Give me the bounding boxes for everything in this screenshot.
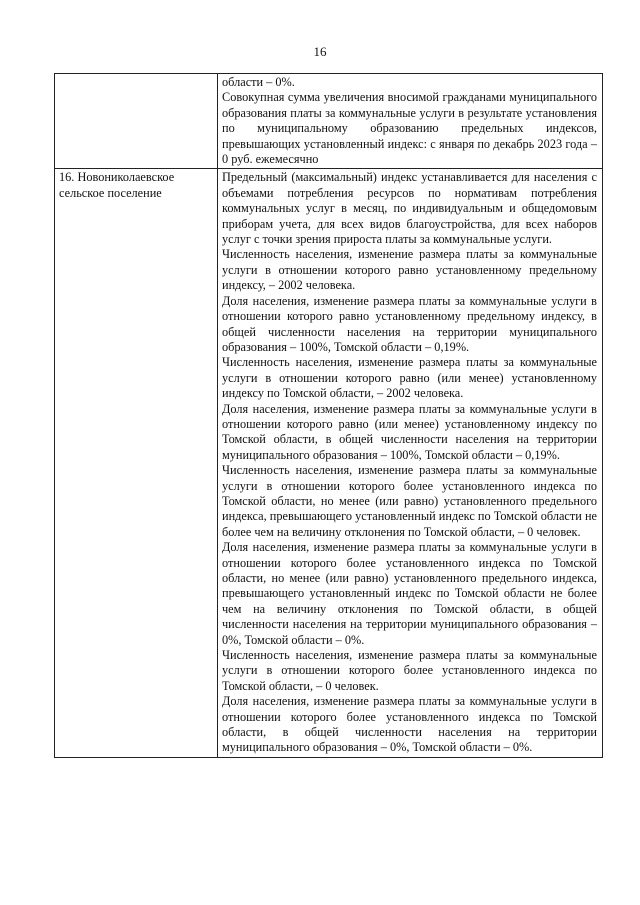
municipality-cell xyxy=(55,74,218,169)
paragraph: Предельный (максимальный) индекс устанавливается для населения с объемами потребления ресурсов по нормативам потребления коммунальных услуг в месяц, по индивидуальным и общедомовым приборам учета, для всех видов благоустройства, для всех наборов услуг с точки зрения прироста платы за коммунальные услуги. xyxy=(222,170,597,247)
paragraph: области – 0%. xyxy=(222,75,295,89)
table-row xyxy=(55,169,603,757)
page-number: 16 xyxy=(313,44,327,59)
paragraph: Совокупная сумма увеличения вносимой гражданами муниципального образования платы за коммунальные услуги в результате установления по муниципальному образованию предельных индексов, превышающих установленный индекс: с января по декабрь 2023 года – 0 руб. ежемесячно xyxy=(222,90,597,167)
paragraph: Численность населения, изменение размера платы за коммунальные услуги в отношении которого равно установленному предельному индексу, – 2002 человека. xyxy=(222,247,597,293)
paragraph: Доля населения, изменение размера платы за коммунальные услуги в отношении которого равно установленному предельному индексу, в общей численности населения на территории муниципального образования – 100%, Томской области – 0,19%. xyxy=(222,293,597,354)
paragraph: Численность населения, изменение размера платы за коммунальные услуги в отношении которого более установленного индекса по Томской области, – 0 человек. xyxy=(222,648,597,693)
paragraph: Доля населения, изменение размера платы за коммунальные услуги в отношении которого более установленного индекса по Томской области, но менее (или равно) установленного предельного индекса, превышающего установленный индекс по Томской области не более чем на величину отклонения по Томской области, в общей численности населения на территории муниципального образования – 0%, Томской области – 0%. xyxy=(222,540,597,647)
table-row xyxy=(55,74,603,169)
paragraph: Доля населения, изменение размера платы за коммунальные услуги в отношении которого более установленного индекса по Томской области, в общей численности населения на территории муниципального образования – 0%, Томской области – 0%. xyxy=(222,694,597,755)
paragraph: Численность населения, изменение размера платы за коммунальные услуги в отношении которого равно (или менее) установленному индексу по Томской области, – 2002 человека. xyxy=(222,355,597,401)
municipality-cell: 16. Новониколаевское сельское поселение xyxy=(55,169,218,757)
description-cell xyxy=(218,169,603,757)
paragraph: Доля населения, изменение размера платы за коммунальные услуги в отношении которого равно (или менее) установленному индексу по Томской области, в общей численности населения на территории муниципального образования – 100%, Томской области – 0,19%. xyxy=(222,401,597,462)
municipality-index-table xyxy=(54,73,603,758)
description-cell xyxy=(218,74,603,169)
paragraph: Численность населения, изменение размера платы за коммунальные услуги в отношении которого более установленного индекса по Томской области, но менее (или равно) установленного предельного индекса, превышающего установленный индекс по Томской области не более чем на величину отклонения по Томской области, – 0 человек. xyxy=(222,463,597,539)
